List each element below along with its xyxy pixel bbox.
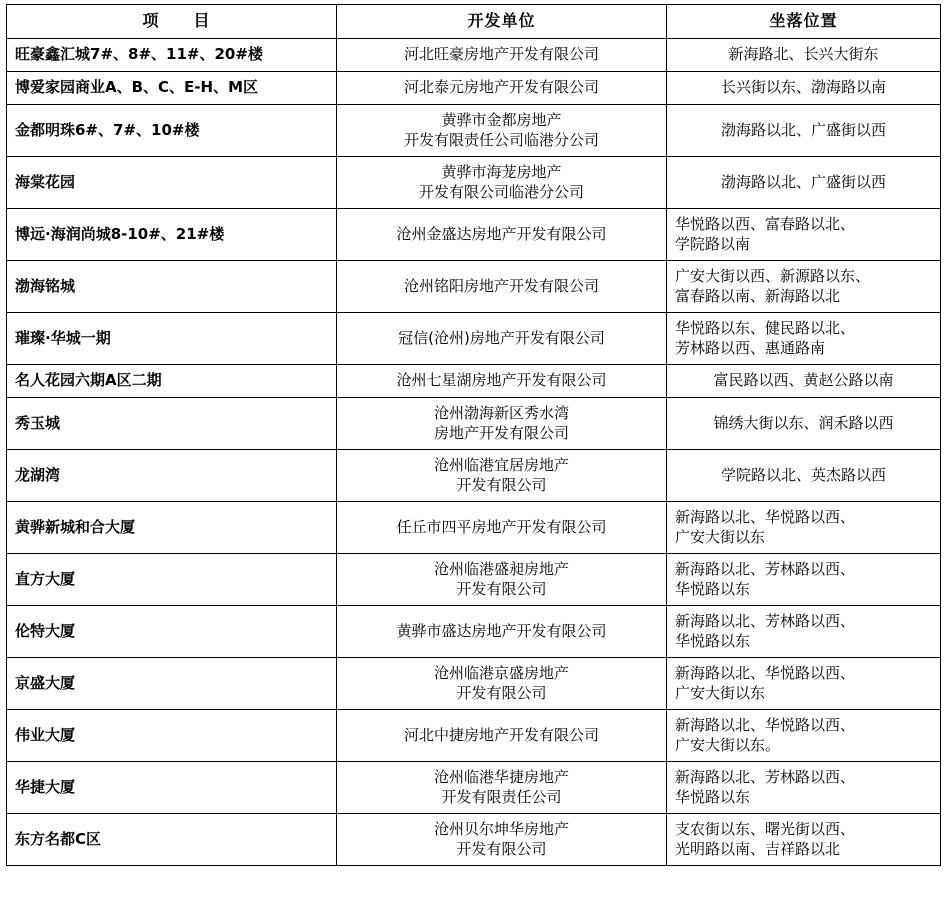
cell-developer-line: 沧州金盛达房地产开发有限公司 <box>396 224 607 243</box>
project-table <box>6 4 941 866</box>
table-row <box>7 105 941 157</box>
cell-project-name <box>7 762 337 814</box>
cell-project-name-line: 渤海铭城 <box>15 276 76 295</box>
cell-developer <box>337 450 667 502</box>
cell-developer-line: 沧州铭阳房地产开发有限公司 <box>403 276 599 295</box>
cell-location-line: 新海路以北、华悦路以西、 <box>675 664 856 683</box>
cell-developer-line: 黄骅市海茏房地产 <box>441 163 562 182</box>
cell-project-name <box>7 814 337 866</box>
cell-project-name <box>7 365 337 398</box>
cell-location <box>667 762 941 814</box>
cell-project-name-line: 璀璨·华城一期 <box>15 328 111 347</box>
cell-location-line: 学院路以北、英杰路以西 <box>720 465 886 484</box>
cell-developer <box>337 554 667 606</box>
cell-location-line: 富春路以南、新海路以北 <box>675 286 841 305</box>
cell-developer <box>337 710 667 762</box>
cell-developer-line: 开发有限公司临港分公司 <box>418 182 584 201</box>
cell-location-line: 富民路以西、黄赵公路以南 <box>713 371 894 390</box>
cell-developer <box>337 814 667 866</box>
cell-developer-line: 开发有限公司 <box>456 579 547 598</box>
cell-location-line: 华悦路以西、富春路以北、 <box>675 215 856 234</box>
column-header-developer: 开发单位 <box>337 5 667 39</box>
cell-project-name-line: 秀玉城 <box>15 413 61 432</box>
table-row <box>7 209 941 261</box>
cell-developer-line: 房地产开发有限公司 <box>433 423 569 442</box>
cell-project-name-line: 博远·海润尚城8-10#、21#楼 <box>15 224 225 243</box>
cell-developer <box>337 209 667 261</box>
cell-project-name-line: 东方名都C区 <box>15 829 102 848</box>
table-row <box>7 502 941 554</box>
cell-project-name <box>7 72 337 105</box>
cell-location-line: 广安大街以西、新源路以东、 <box>675 267 871 286</box>
cell-developer <box>337 313 667 365</box>
cell-location-line: 渤海路以北、广盛街以西 <box>720 120 886 139</box>
column-header-location: 坐落位置 <box>667 5 941 39</box>
table-row <box>7 39 941 72</box>
cell-location <box>667 157 941 209</box>
cell-location-line: 华悦路以东、健民路以北、 <box>675 319 856 338</box>
cell-developer-line: 开发有限公司 <box>456 683 547 702</box>
cell-project-name-line: 龙湖湾 <box>15 465 61 484</box>
table-body <box>7 39 941 866</box>
cell-location-line: 华悦路以东 <box>675 787 751 806</box>
table-row <box>7 606 941 658</box>
table-row <box>7 658 941 710</box>
cell-location-line: 广安大街以东 <box>675 527 766 546</box>
cell-developer-line: 河北泰元房地产开发有限公司 <box>403 78 599 97</box>
cell-location <box>667 209 941 261</box>
cell-developer-line: 黄骅市盛达房地产开发有限公司 <box>396 621 607 640</box>
table-row <box>7 814 941 866</box>
cell-project-name <box>7 39 337 72</box>
cell-location-line: 新海路北、长兴大街东 <box>728 45 879 64</box>
cell-location-line: 华悦路以东 <box>675 579 751 598</box>
cell-location-line: 长兴街以东、渤海路以南 <box>720 78 886 97</box>
cell-developer <box>337 157 667 209</box>
cell-developer-line: 开发有限公司 <box>456 475 547 494</box>
cell-location <box>667 365 941 398</box>
cell-project-name <box>7 606 337 658</box>
cell-location <box>667 658 941 710</box>
cell-developer <box>337 72 667 105</box>
cell-project-name-line: 名人花园六期A区二期 <box>15 371 162 390</box>
cell-location-line: 新海路以北、华悦路以西、 <box>675 716 856 735</box>
cell-location <box>667 814 941 866</box>
cell-project-name <box>7 398 337 450</box>
cell-project-name <box>7 313 337 365</box>
cell-developer-line: 黄骅市金都房地产 <box>441 111 562 130</box>
cell-project-name <box>7 105 337 157</box>
cell-location-line: 新海路以北、芳林路以西、 <box>675 768 856 787</box>
cell-location <box>667 261 941 313</box>
table-row <box>7 313 941 365</box>
cell-developer-line: 河北旺豪房地产开发有限公司 <box>403 45 599 64</box>
cell-project-name-line: 博爱家园商业A、B、C、E-H、M区 <box>15 78 259 97</box>
cell-developer <box>337 606 667 658</box>
cell-developer <box>337 398 667 450</box>
table-row <box>7 157 941 209</box>
cell-location <box>667 554 941 606</box>
cell-project-name-line: 黄骅新城和合大厦 <box>15 517 136 536</box>
table-row <box>7 398 941 450</box>
cell-project-name-line: 伟业大厦 <box>15 725 76 744</box>
cell-developer-line: 沧州临港宜居房地产 <box>433 456 569 475</box>
cell-location <box>667 72 941 105</box>
cell-developer <box>337 658 667 710</box>
cell-location-line: 光明路以南、吉祥路以北 <box>675 839 841 858</box>
table-row <box>7 762 941 814</box>
cell-location-line: 支农街以东、曙光街以西、 <box>675 820 856 839</box>
cell-project-name <box>7 658 337 710</box>
cell-location-line: 华悦路以东 <box>675 631 751 650</box>
cell-developer <box>337 261 667 313</box>
cell-project-name-line: 京盛大厦 <box>15 673 76 692</box>
cell-developer-line: 沧州渤海新区秀水湾 <box>433 404 569 423</box>
cell-developer-line: 河北中捷房地产开发有限公司 <box>403 725 599 744</box>
cell-developer-line: 冠信(沧州)房地产开发有限公司 <box>398 328 605 347</box>
cell-project-name-line: 旺豪鑫汇城7#、8#、11#、20#楼 <box>15 45 263 64</box>
cell-developer-line: 沧州临港华捷房地产 <box>433 768 569 787</box>
cell-location-line: 芳林路以西、惠通路南 <box>675 338 826 357</box>
cell-project-name-line: 海棠花园 <box>15 172 76 191</box>
cell-project-name <box>7 554 337 606</box>
cell-location-line: 新海路以北、华悦路以西、 <box>675 508 856 527</box>
cell-location <box>667 710 941 762</box>
column-header-project: 项 目 <box>7 5 337 39</box>
table-header <box>7 5 941 39</box>
table-header-row <box>7 5 941 39</box>
cell-developer-line: 开发有限责任公司 <box>441 787 562 806</box>
table-row <box>7 554 941 606</box>
table-row <box>7 450 941 502</box>
cell-location <box>667 313 941 365</box>
cell-location <box>667 39 941 72</box>
cell-project-name <box>7 157 337 209</box>
cell-location-line: 新海路以北、芳林路以西、 <box>675 560 856 579</box>
cell-location <box>667 398 941 450</box>
cell-location <box>667 105 941 157</box>
cell-developer-line: 沧州贝尔坤华房地产 <box>433 820 569 839</box>
cell-location <box>667 606 941 658</box>
cell-developer-line: 沧州临港盛昶房地产 <box>433 560 569 579</box>
cell-project-name <box>7 710 337 762</box>
cell-project-name <box>7 502 337 554</box>
cell-location-line: 广安大街以东。 <box>675 735 781 754</box>
cell-project-name-line: 直方大厦 <box>15 569 76 588</box>
cell-location-line: 锦绣大街以东、润禾路以西 <box>713 413 894 432</box>
cell-project-name-line: 华捷大厦 <box>15 777 76 796</box>
cell-developer-line: 任丘市四平房地产开发有限公司 <box>396 517 607 536</box>
cell-location <box>667 502 941 554</box>
cell-location <box>667 450 941 502</box>
cell-developer-line: 沧州七星湖房地产开发有限公司 <box>396 371 607 390</box>
cell-developer-line: 沧州临港京盛房地产 <box>433 664 569 683</box>
cell-project-name <box>7 209 337 261</box>
cell-developer <box>337 365 667 398</box>
cell-developer <box>337 762 667 814</box>
cell-developer-line: 开发有限公司 <box>456 839 547 858</box>
cell-developer <box>337 502 667 554</box>
table-row <box>7 261 941 313</box>
cell-developer <box>337 39 667 72</box>
cell-project-name <box>7 450 337 502</box>
cell-location-line: 学院路以南 <box>675 234 751 253</box>
table-row <box>7 72 941 105</box>
cell-project-name-line: 金都明珠6#、7#、10#楼 <box>15 120 200 139</box>
cell-project-name <box>7 261 337 313</box>
cell-project-name-line: 伦特大厦 <box>15 621 76 640</box>
cell-location-line: 广安大街以东 <box>675 683 766 702</box>
cell-location-line: 渤海路以北、广盛街以西 <box>720 172 886 191</box>
cell-developer <box>337 105 667 157</box>
cell-developer-line: 开发有限责任公司临港分公司 <box>403 130 599 149</box>
table-row <box>7 365 941 398</box>
cell-location-line: 新海路以北、芳林路以西、 <box>675 612 856 631</box>
table-row <box>7 710 941 762</box>
